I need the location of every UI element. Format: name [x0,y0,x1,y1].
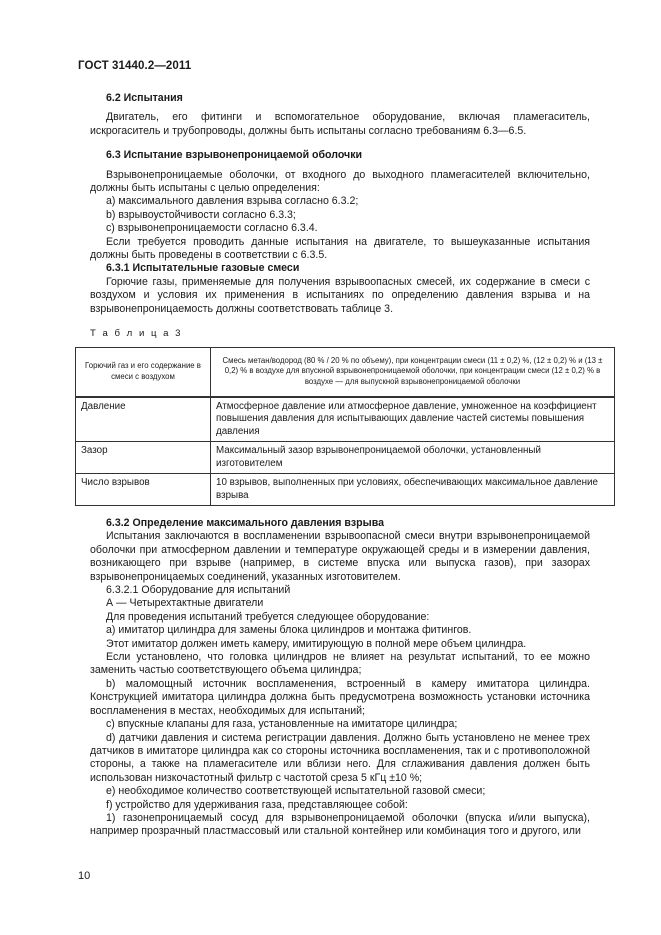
list-item: с) впускные клапаны для газа, установленные на имитаторе цилиндра; [106,718,458,731]
paragraph: Испытания заключаются в воспламенении взрывоопасной смеси внутри взрывонепроницаемой оболочки при атмосферном давлении и температуре окружающей среды и в измерении давления, возникающего при взрыве (например, в системе впуска или выпуска газов), при зазорах взрывонепроницаемых соединений, указанных изготовителем. [90,530,590,583]
section-title-6-3: 6.3 Испытание взрывонепроницаемой оболочки [106,149,363,162]
paragraph: Взрывонепроницаемые оболочки, от входного до выходного пламегасителей включительно, должны быть испытаны с целью определения: [90,168,590,195]
table-caption: Т а б л и ц а 3 [90,328,183,340]
table-row [76,442,615,474]
list-item: с) взрывонепроницаемости согласно 6.3.4. [106,222,318,235]
document-header: ГОСТ 31440.2—2011 [78,60,192,72]
list-item: 1) газонепроницаемый сосуд для взрывонепроницаемой оболочки (впуска и/или выпуска), например прозрачный пластмассовый или стальной контейнер или комбинация того и другого, или [90,811,590,838]
list-item: b) маломощный источник воспламенения, встроенный в камеру имитатора цилиндра. Конструкцией имитатора цилиндра должна быть предусмотрена возможность установки источника воспламенения в местах, необходимых для испытаний; [90,677,590,717]
table-cell-value: Атмосферное давление или атмосферное давление, умноженное на коэффициент повышения давления для испытывающих давление частей системы повышения давления [211,397,615,442]
table-header-col2: Смесь метан/водород (80 % / 20 % по объему), при концентрации смеси (11 ± 0,2) %, (12 ± 0,2) % и (13 ± 0,2) % в воздухе для впускной взрывонепроницаемой оболочки, при концентрации смеси (12 ± 0,2) % в воздухе — для выпускной взрывонепроницаемой оболочки [211,347,615,397]
paragraph: Двигатель, его фитинги и вспомогательное оборудование, включая пламегаситель, искрогаситель и трубопроводы, должны быть испытаны согласно требованиям 6.3—6.5. [90,111,590,137]
subheading-four-stroke: А — Четырехтактные двигатели [106,597,264,610]
list-item: а) имитатор цилиндра для замены блока цилиндров и монтажа фитингов. [106,624,472,637]
section-title-6-3-1: 6.3.1 Испытательные газовые смеси [106,262,300,275]
list-item: е) необходимое количество соответствующей испытательной газовой смеси; [106,785,486,798]
table-row [76,397,615,442]
table-cell-label: Число взрывов [76,474,211,506]
table-cell-value: 10 взрывов, выполненных при условиях, обеспечивающих максимальное давление взрыва [211,474,615,506]
section-title-6-2: 6.2 Испытания [106,92,183,104]
paragraph: Горючие газы, применяемые для получения взрывоопасных смесей, их содержание в смеси с воздухом и условия их применения в испытаниях по определению давления взрыва и на взрывонепроницаемость должны соответствовать таблице 3. [90,275,590,315]
table-header-col1: Горючий газ и его содержание в смеси с воздухом [76,347,211,397]
list-item: f) устройство для удерживания газа, представляющее собой: [106,798,408,811]
table-header-row [76,347,615,397]
paragraph: Если требуется проводить данные испытания на двигателе, то вышеуказанные испытания должны быть проведены в соответствии с 6.3.5. [90,235,590,262]
list-item: а) максимального давления взрыва согласно 6.3.2; [106,195,359,208]
section-title-6-3-2: 6.3.2 Определение максимального давления взрыва [106,517,384,529]
table-3 [75,347,615,507]
list-item: Если установлено, что головка цилиндров не влияет на результат испытаний, то ее можно заменить частью соответствующего объема цилиндра; [90,651,590,677]
table-cell-label: Зазор [76,442,211,474]
list-item: d) датчики давления и система регистрации давления. Должно быть установлено не менее трех датчиков в имитаторе цилиндра как со стороны источника воспламенения, так и с противоположной стороны, а также на пламегасителе или вблизи него. Для сглаживания давления должен быть использован низкочастотный фильтр с частотой среза 5 кГц ±10 %; [90,731,590,784]
page-number: 10 [78,870,91,882]
list-item: b) взрывоустойчивости согласно 6.3.3; [106,208,296,221]
table-cell-label: Давление [76,397,211,442]
page-content [81,92,603,839]
subsection-title-6-3-2-1: 6.3.2.1 Оборудование для испытаний [106,584,291,597]
table-cell-value: Максимальный зазор взрывонепроницаемой оболочки, установленный изготовителем [211,442,615,474]
paragraph: Для проведения испытаний требуется следующее оборудование: [106,610,430,623]
list-item: Этот имитатор должен иметь камеру, имитирующую в полной мере объем цилиндра. [106,637,527,650]
table-row [76,474,615,506]
